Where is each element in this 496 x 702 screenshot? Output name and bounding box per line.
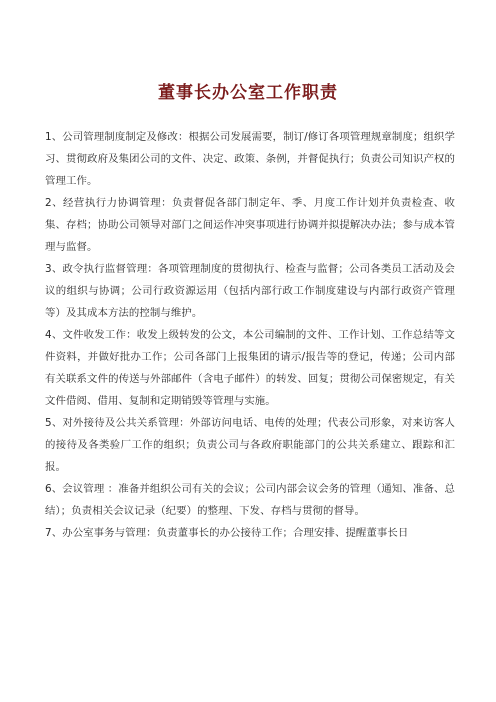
paragraph-6: 6、会议管理 ：准备并组织公司有关的会议；公司内部会议会务的管理（通知、准备、总结）；负责相关会议记录（纪要）的整理、下发、存档与贯彻的督导。 [45,483,455,517]
document-body [45,126,455,544]
paragraph-1: 1、公司管理制度制定及修改：根据公司发展需要，制订/修订各项管理规章制度；组织学习、贯彻政府及集团公司的文件、决定、政策、条例，并督促执行；负责公司知识产权的管理工作。 [45,131,455,187]
paragraph-4: 4、文件收发工作：收发上级转发的公文，本公司编制的文件、工作计划、工作总结等文件资料，并做好批办工作；公司各部门上报集团的请示/报告等的登记，传递；公司内部有关联系文件的传送与外部邮件（含电子邮件）的转发、回复；贯彻公司保密规定，有关文件借阅、借用、复制和定期销毁等管理与实施。 [45,329,455,407]
paragraph-5: 5、对外接待及公共关系管理：外部访问电话、电传的处理；代表公司形象，对来访客人的接待及各类验厂工作的组织；负责公司与各政府职能部门的公共关系建立、跟踪和汇报。 [45,417,455,473]
paragraph-3: 3、政令执行监督管理：各项管理制度的贯彻执行、检查与监督；公司各类员工活动及会议的组织与协调；公司行政资源运用（包括内部行政工作制度建设与内部行政资产管理等）及其成本方法的控制与维护。 [45,263,455,319]
paragraph-2: 2、经营执行力协调管理：负责督促各部门制定年、季、月度工作计划并负责检查、收集、存档；协助公司领导对部门之间运作冲突事项进行协调并拟提解决办法；参与成本管理与监督。 [45,197,455,253]
document-title: 董事长办公室工作职责 [158,83,338,103]
paragraph-7: 7、办公室事务与管理：负责董事长的办公接待工作；合理安排、提醒董事长日 [45,527,409,539]
